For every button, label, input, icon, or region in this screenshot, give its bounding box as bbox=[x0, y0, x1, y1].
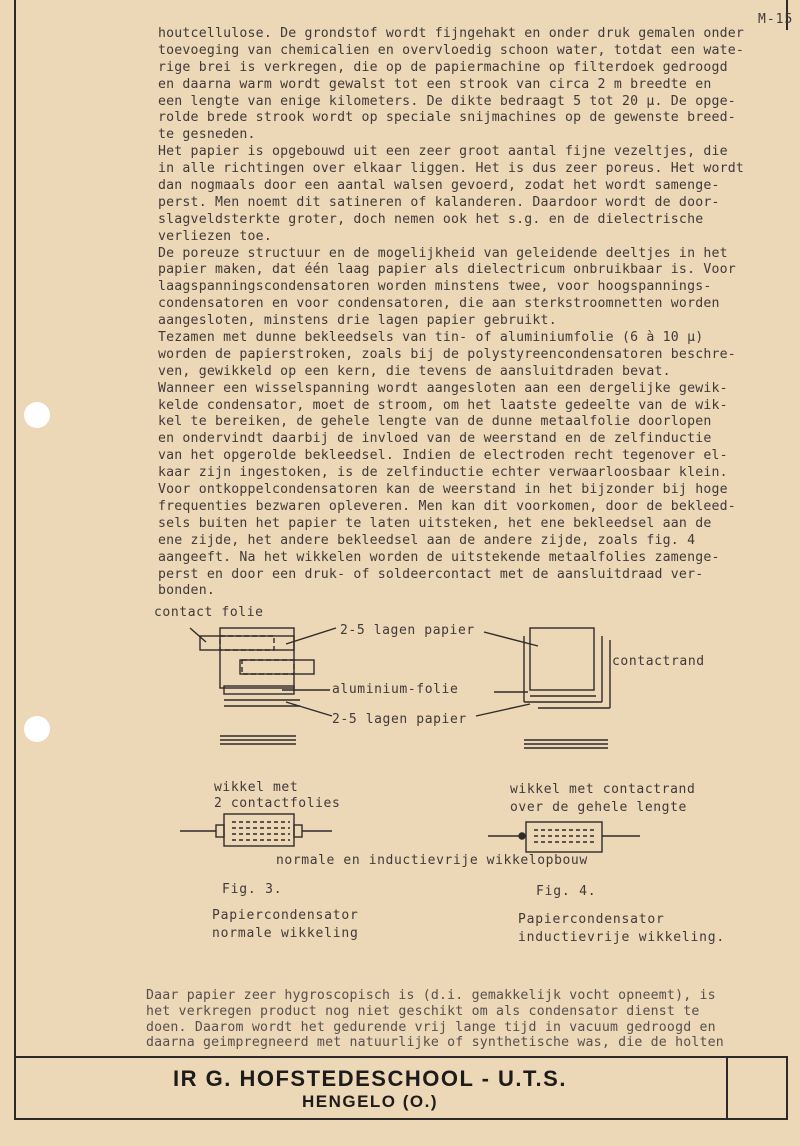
school-name: IR G. HOFSTEDESCHOOL - U.T.S. bbox=[173, 1066, 567, 1091]
school-city: HENGELO (O.) bbox=[301, 1092, 439, 1111]
text-line: dan nogmaals door een aantal walsen gevoerd, zodat het wordt samenge- bbox=[158, 178, 720, 194]
fig4-paper-block bbox=[530, 628, 594, 690]
text-line: Tezamen met dunne bekleedsels van tin- of aluminiumfolie (6 à 10 µ) bbox=[158, 330, 704, 346]
text-line: bonden. bbox=[158, 583, 215, 599]
text-line: het verkregen product nog niet geschikt om als condensator dienst te bbox=[146, 1003, 700, 1019]
text-line: kaar zijn ingestoken, is de zelfinductie echter verwaarloosbaar klein. bbox=[158, 465, 728, 481]
text-line: kelde condensator, moet de stroom, om het laatste gedeelte van de wik- bbox=[158, 397, 728, 413]
fig4-title: Papiercondensator bbox=[518, 912, 665, 927]
text-line: rige brei is verkregen, die op de papiermachine op filterdoek gedroogd bbox=[158, 59, 728, 75]
text-line: papier maken, dat één laag papier als dielectricum onbruikbaar is. Voor bbox=[158, 262, 736, 278]
fig3-foil-dashed bbox=[220, 636, 274, 650]
text-line: rolde brede strook wordt op speciale snijmachines op de gewenste breed- bbox=[158, 110, 736, 126]
label-lagen-papier-top: 2-5 lagen papier bbox=[340, 623, 475, 638]
footer-edge bbox=[786, 1056, 788, 1120]
footer-rule-top bbox=[14, 1056, 786, 1058]
text-line: ven, gewikkeld op een kern, die tevens de aansluitdraden bevat. bbox=[158, 363, 671, 379]
text-line: perst. Men noemt dit satineren of kalanderen. Daardoor wordt de door- bbox=[158, 194, 720, 210]
text-line: doen. Daarom wordt het gedurende vrij lange tijd in vacuum gedroogd en bbox=[146, 1019, 716, 1035]
text-line: frequenties bezwaren opleveren. Men kan dit voorkomen, door de bekleed- bbox=[158, 498, 736, 514]
fig4-subtitle: inductievrije wikkeling. bbox=[518, 930, 726, 945]
label-lagen-papier-bottom: 2-5 lagen papier bbox=[332, 712, 467, 727]
text-line: daarna geimpregneerd met natuurlijke of synthetische was, die de holten bbox=[146, 1035, 724, 1051]
text-line: Het papier is opgebouwd uit een zeer groot aantal fijne vezeltjes, die bbox=[158, 144, 728, 160]
fig3-end-right bbox=[294, 825, 302, 837]
label-opbouw: normale en inductievrije wikkelopbouw bbox=[276, 853, 588, 868]
footer-divider bbox=[726, 1056, 728, 1120]
fig3-end-left bbox=[216, 825, 224, 837]
text-line: verliezen toe. bbox=[158, 228, 272, 244]
text-line: slagveldsterkte groter, doch nemen ook het s.g. en de dielectrische bbox=[158, 211, 704, 227]
fig3-foil-dashed-2 bbox=[242, 660, 294, 674]
text-line: De poreuze structuur en de mogelijkheid van geleidende deeltjes in het bbox=[158, 245, 728, 261]
text-line: Wanneer een wisselspanning wordt aangesloten aan een dergelijke gewik- bbox=[158, 380, 728, 396]
fig4-number: Fig. 4. bbox=[536, 884, 597, 899]
fig3-paper-block bbox=[220, 628, 294, 688]
text-line: een lengte van enige kilometers. De dikte bedraagt 5 tot 20 µ. De opge- bbox=[158, 93, 736, 109]
text-line: sels buiten het papier te laten uitsteken, het ene bekleedsel aan de bbox=[158, 515, 712, 531]
text-line: aangesloten, minstens drie lagen papier gebruikt. bbox=[158, 313, 557, 329]
fig3-contact-folie-bottom bbox=[240, 660, 314, 674]
fig4-winding bbox=[526, 822, 602, 852]
footer-rule-bottom bbox=[14, 1118, 786, 1120]
label-aluminium-folie: aluminium-folie bbox=[332, 682, 459, 697]
label-wikkel-right-1: wikkel met contactrand bbox=[510, 782, 696, 797]
text-line: laagspanningscondensatoren worden minstens twee, voor hoogspannings- bbox=[158, 279, 712, 295]
text-line: Voor ontkoppelcondensatoren kan de weerstand in het bijzonder bij hoge bbox=[158, 482, 728, 498]
bottom-paragraph bbox=[146, 988, 796, 1051]
text-line: perst en door een druk- of soldeercontact met de aansluitdraad ver- bbox=[158, 566, 704, 582]
fig3-contact-folie-top bbox=[200, 636, 294, 650]
fig3-winding bbox=[224, 814, 294, 846]
fig3-subtitle: normale wikkeling bbox=[212, 926, 359, 941]
fig3-title: Papiercondensator bbox=[212, 908, 359, 923]
leader-contact-folie bbox=[190, 628, 206, 642]
text-line: Daar papier zeer hygroscopisch is (d.i. gemakkelijk vocht opneemt), is bbox=[146, 988, 716, 1003]
text-line: en daarna warm wordt gewalst tot een strook van circa 2 m breedte en bbox=[158, 76, 712, 92]
page-number: M-15 bbox=[758, 12, 794, 27]
text-line: in alle richtingen over elkaar liggen. Het is dus zeer poreus. Het wordt bbox=[158, 161, 745, 177]
label-wikkel-left-1: wikkel met bbox=[214, 780, 299, 795]
text-line: en ondervindt daarbij de invloed van de weerstand en de zelfinductie bbox=[158, 431, 712, 447]
leader-papier-bottom bbox=[286, 702, 332, 716]
fig3-number: Fig. 3. bbox=[222, 882, 283, 897]
label-wikkel-left-2: 2 contactfolies bbox=[214, 796, 341, 811]
text-line: ene zijde, het andere bekleedsel aan de andere zijde, zoals fig. 4 bbox=[158, 532, 696, 548]
label-contact-folie: contact folie bbox=[154, 605, 264, 620]
text-line: worden de papierstroken, zoals bij de polystyreencondensatoren beschre- bbox=[158, 346, 736, 362]
text-line: te gesneden. bbox=[158, 127, 256, 143]
text-line: kel te bereiken, de gehele lengte van de dunne metaalfolie doorlopen bbox=[158, 414, 712, 430]
label-wikkel-right-2: over de gehele lengte bbox=[510, 800, 687, 815]
leader-fig4-papier-bottom bbox=[476, 704, 530, 716]
text-line: aangeeft. Na het wikkelen worden de uitstekende metaalfolies zamenge- bbox=[158, 549, 720, 565]
text-line: van het opgerolde bekleedsel. Indien de electroden recht tegenover el- bbox=[158, 448, 728, 464]
label-contactrand: contactrand bbox=[612, 654, 705, 669]
text-line: toevoeging van chemicalien en overvloedig schoon water, totdat een wate- bbox=[158, 42, 745, 58]
text-line: condensatoren en voor condensatoren, die aan sterkstroomnetten worden bbox=[158, 296, 720, 312]
text-line: houtcellulose. De grondstof wordt fijngehakt en onder druk gemalen onder bbox=[158, 26, 745, 41]
